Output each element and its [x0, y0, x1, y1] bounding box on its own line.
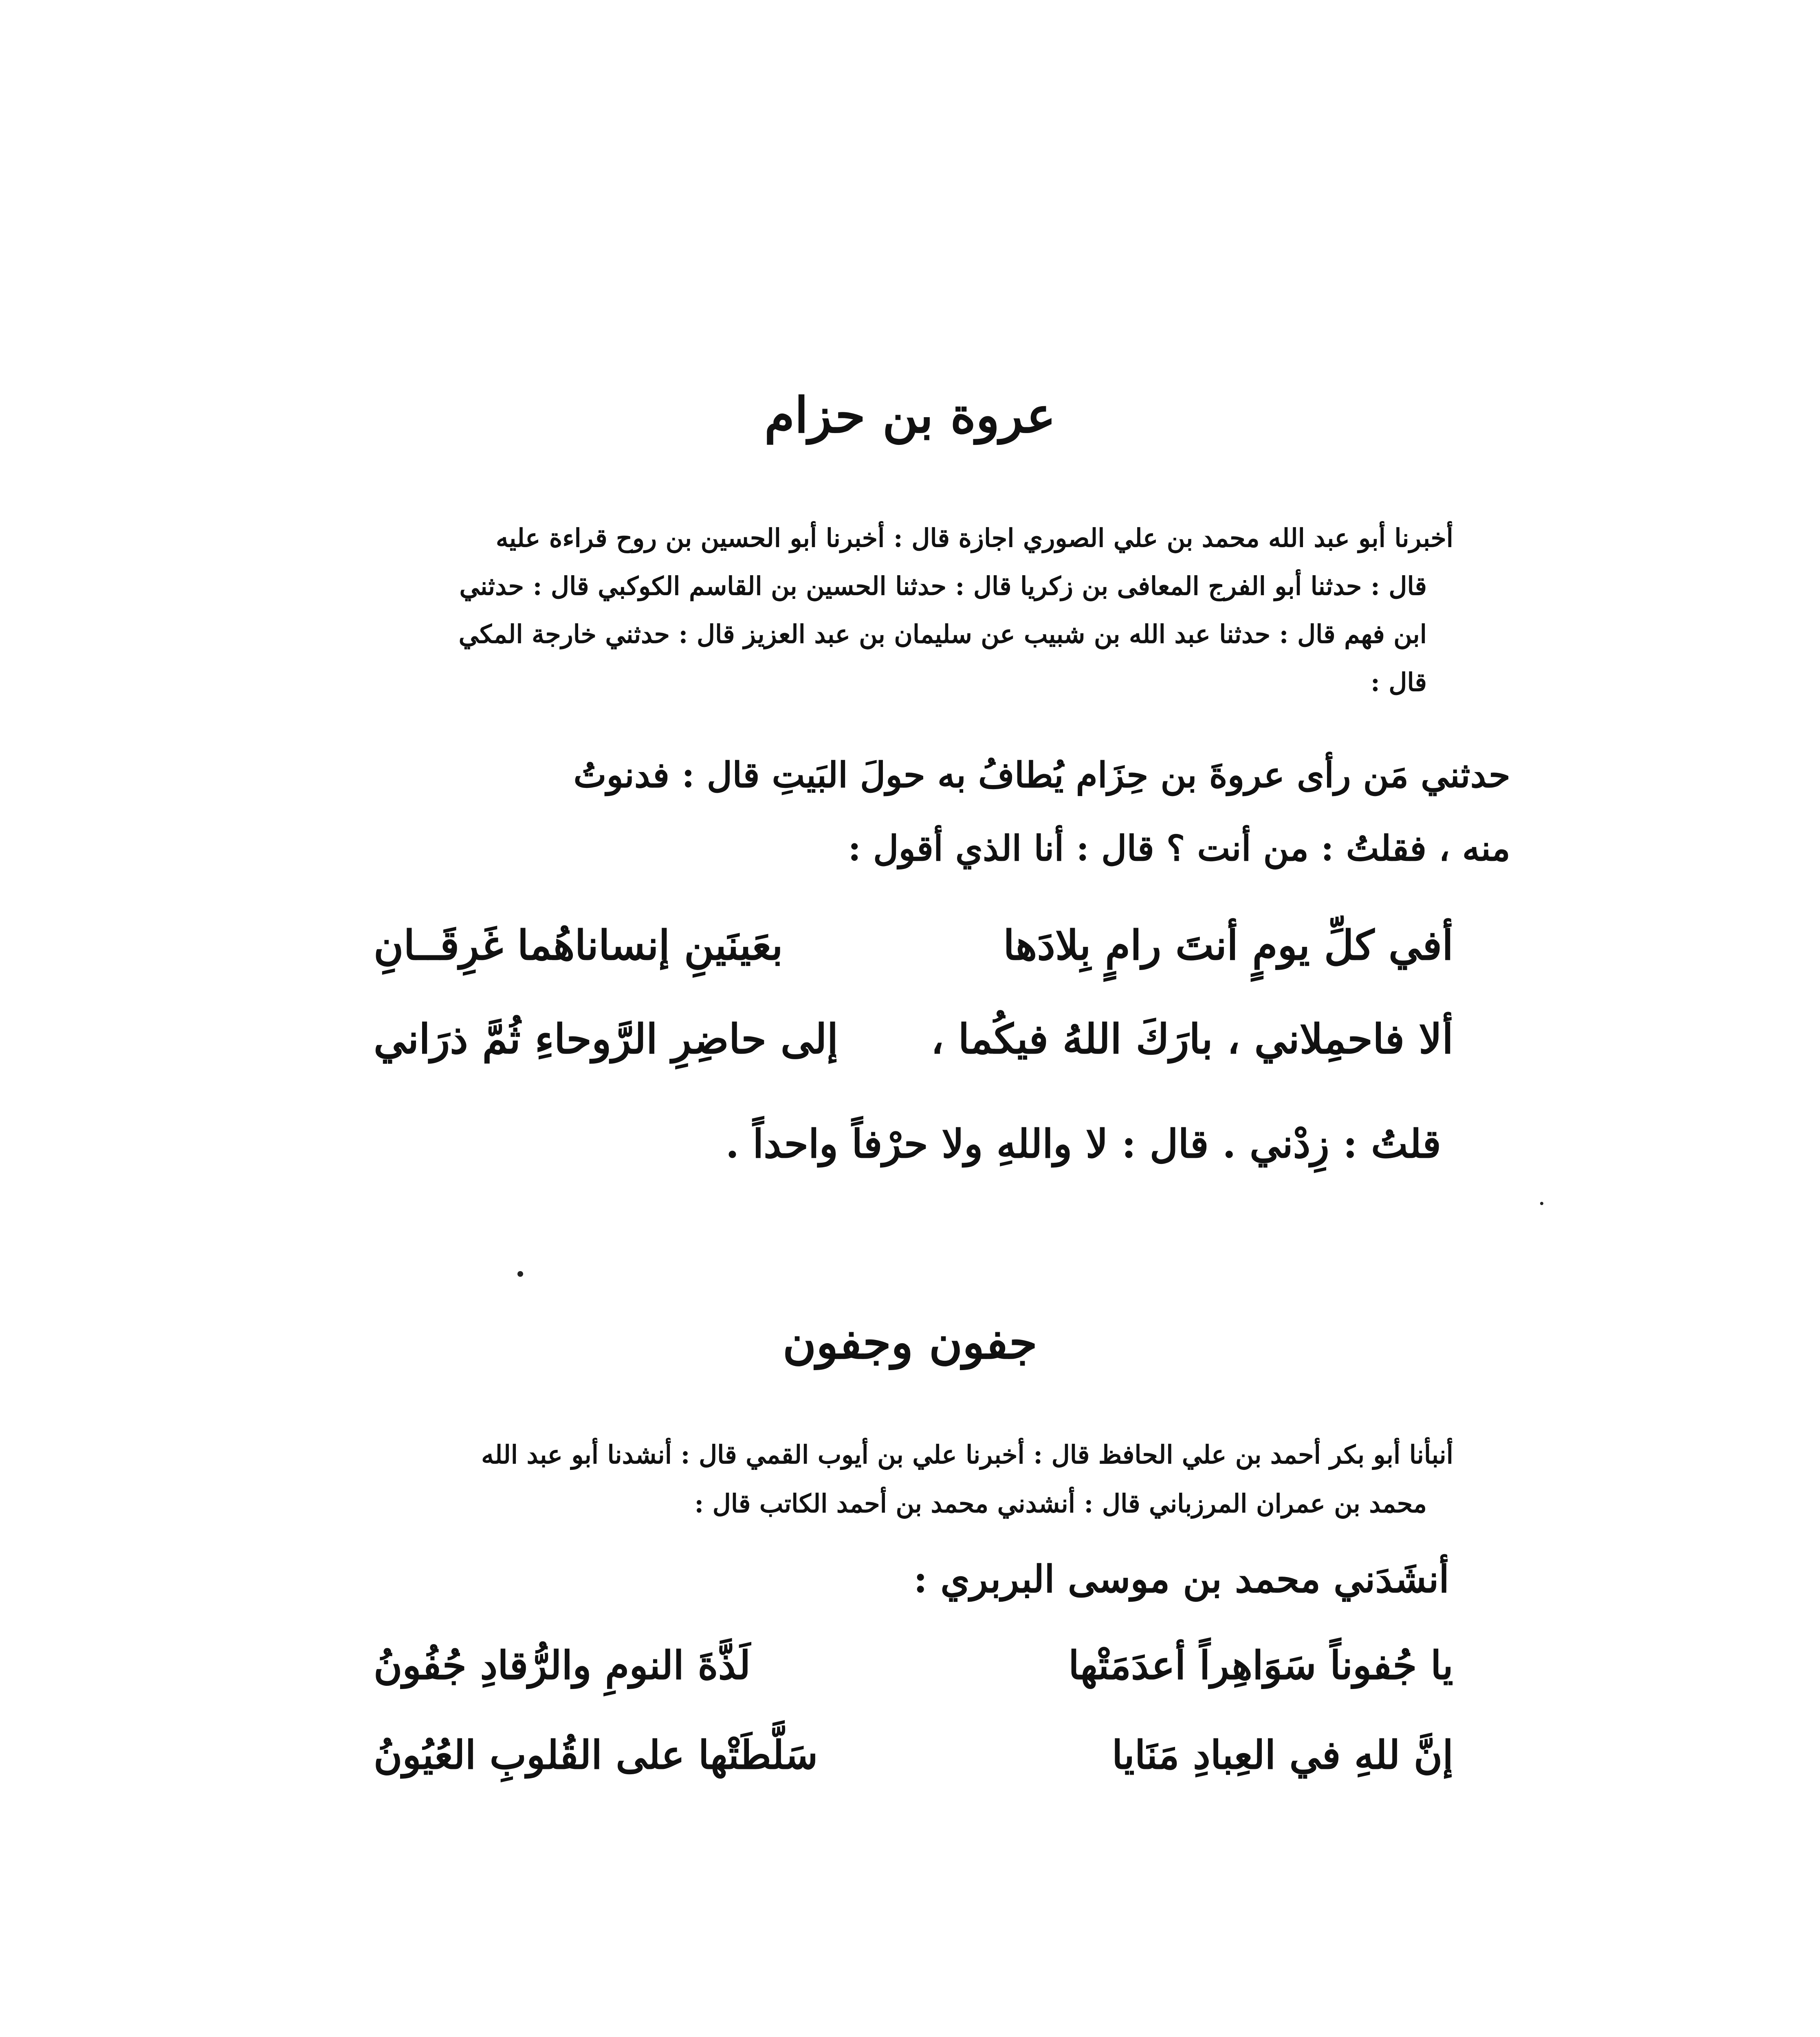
- section-title: جفون وجفون: [782, 1316, 1038, 1369]
- verse-hemistich: ألا فاحمِلاني ، بارَكَ اللهُ فيكُما ،: [931, 1015, 1453, 1063]
- closing-line: قلتُ : زِدْني . قال : لا واللهِ ولا حرْفاً واحداً .: [725, 1121, 1441, 1167]
- verse: [374, 921, 1453, 982]
- prose-line: منه ، فقلتُ : من أنت ؟ قال : أنا الذي أقول :: [848, 828, 1510, 869]
- verse-hemistich: لَذَّةَ النومِ والرُّقادِ جُفُونُ: [374, 1642, 751, 1688]
- prose-line: أنشَدَني محمد بن موسى البربري :: [913, 1557, 1449, 1601]
- isnad-line: ابن فهم قال : حدثنا عبد الله بن شبيب عن سليمان بن عبد العزيز قال : حدثني خارجة المكي: [458, 619, 1427, 649]
- scan-speck: [517, 1271, 523, 1277]
- verse: [374, 1732, 1453, 1793]
- verse-hemistich: إنَّ للهِ في العِبادِ مَنَايا: [1111, 1732, 1453, 1778]
- isnad-line: أخبرنا أبو عبد الله محمد بن علي الصوري اجازة قال : أخبرنا أبو الحسين بن روح قراءة عليه: [495, 523, 1453, 553]
- verse-hemistich: إلى حاضِرِ الرَّوحاءِ ثُمَّ ذرَاني: [374, 1015, 838, 1063]
- verse-hemistich: بعَينَينِ إنساناهُما غَرِقَــانِ: [374, 921, 783, 969]
- scan-speck: [1540, 1202, 1543, 1205]
- verse-hemistich: سَلَّطَتْها على القُلوبِ العُيُونُ: [374, 1732, 818, 1778]
- verse-hemistich: يا جُفوناً سَوَاهِراً أعدَمَتْها: [1068, 1642, 1453, 1688]
- verse-hemistich: أفي كلِّ يومٍ أنتَ رامٍ بِلادَها: [1003, 921, 1453, 969]
- isnad-line: أنبأنا أبو بكر أحمد بن علي الحافظ قال : أخبرنا علي بن أيوب القمي قال : أنشدنا أبو عبد الله: [481, 1440, 1453, 1469]
- prose-line: حدثني مَن رأى عروةَ بن حِزَام يُطافُ به حولَ البَيتِ قال : فدنوتُ: [573, 755, 1510, 796]
- section-title: عروة بن حزام: [764, 387, 1056, 444]
- isnad-line: قال : حدثنا أبو الفرج المعافى بن زكريا قال : حدثنا الحسين بن القاسم الكوكبي قال : حدثني: [459, 571, 1427, 601]
- verse: [374, 1642, 1453, 1703]
- verse: [374, 1015, 1453, 1076]
- isnad-line: محمد بن عمران المرزباني قال : أنشدني محمد بن أحمد الكاتب قال :: [694, 1489, 1427, 1518]
- isnad-line: قال :: [1370, 667, 1427, 697]
